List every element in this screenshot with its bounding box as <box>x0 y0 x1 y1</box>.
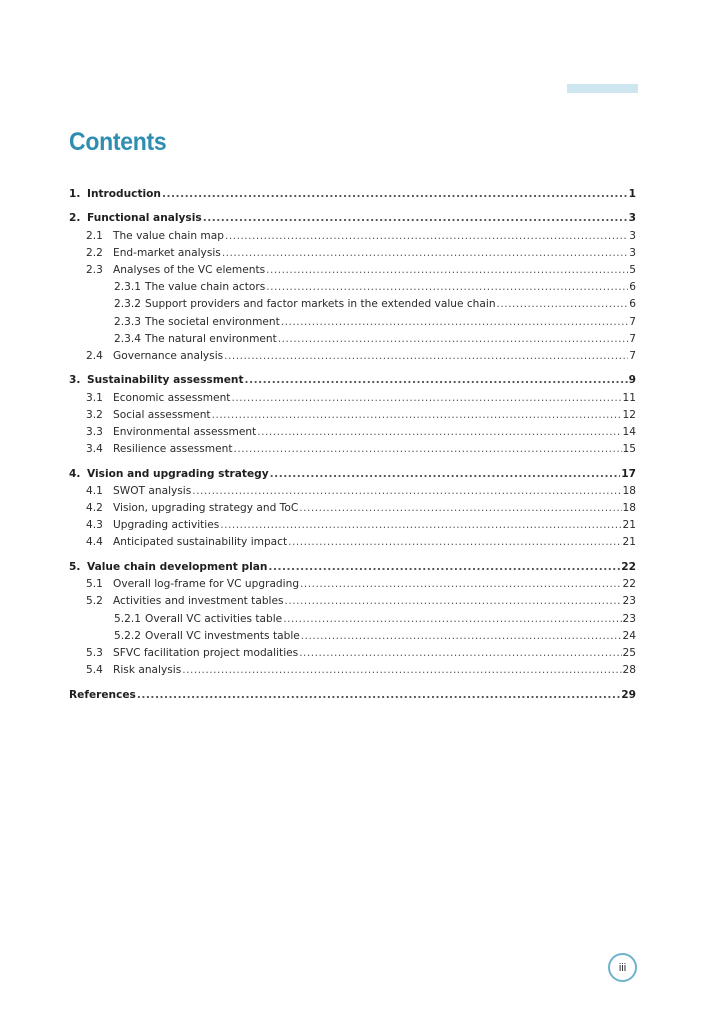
toc-entry-number: 2.3.4 <box>114 332 141 345</box>
toc-entry[interactable] <box>69 296 636 313</box>
toc-entry-number: 2.3 <box>86 264 103 277</box>
toc-entry-page: 22 <box>621 560 636 573</box>
toc-entry-page: 29 <box>621 688 636 701</box>
toc-dot-leader <box>299 500 621 517</box>
toc-entry-page: 21 <box>622 536 636 549</box>
toc-dot-leader <box>300 576 621 593</box>
toc-entry[interactable] <box>69 441 636 458</box>
toc-dot-leader <box>225 228 628 245</box>
toc-entry-number: 5.1 <box>86 578 103 591</box>
toc-entry-number: 4.2 <box>86 502 103 515</box>
toc-entry-number: 2.3.2 <box>114 298 141 311</box>
toc-dot-leader <box>234 441 622 458</box>
toc-entry-page: 17 <box>621 467 636 480</box>
toc-dot-leader <box>203 210 628 227</box>
toc-entry[interactable] <box>69 390 636 407</box>
toc-entry[interactable] <box>69 576 636 593</box>
toc-entry-page: 7 <box>629 332 636 345</box>
toc-entry-title: Overall log-frame for VC upgrading <box>113 578 300 591</box>
toc-entry-title: Anticipated sustainability impact <box>113 536 288 549</box>
toc-entry-number: 2.1 <box>86 229 103 242</box>
toc-entry-page: 3 <box>629 229 636 242</box>
toc-entry[interactable] <box>69 279 636 296</box>
toc-dot-leader <box>299 645 621 662</box>
toc-entry-number: 3.2 <box>86 408 103 421</box>
toc-entry[interactable] <box>69 500 636 517</box>
toc-entry-page: 3 <box>628 212 636 225</box>
toc-entry-title: Resilience assessment <box>113 443 233 456</box>
toc-entry-title: Risk analysis <box>113 664 182 677</box>
toc-entry-number: 5.2 <box>86 595 103 608</box>
toc-entry-number: 2. <box>69 212 81 225</box>
toc-dot-leader <box>278 331 628 348</box>
toc-entry-number: 2.3.3 <box>114 315 141 328</box>
toc-entry-title: Vision and upgrading strategy <box>87 467 269 480</box>
toc-entry-page: 7 <box>629 349 636 362</box>
toc-entry-page: 18 <box>622 484 636 497</box>
toc-entry-page: 14 <box>622 426 636 439</box>
toc-entry-page: 23 <box>622 595 636 608</box>
toc-entry-page: 6 <box>629 281 636 294</box>
toc-entry-page: 3 <box>629 246 636 259</box>
toc-dot-leader <box>182 662 621 679</box>
toc-dot-leader <box>288 534 621 551</box>
toc-entry[interactable] <box>69 466 636 483</box>
toc-entry-title: Support providers and factor markets in the extended value chain <box>145 298 496 311</box>
toc-entry-title: Overall VC activities table <box>145 612 283 625</box>
toc-entry-page: 22 <box>622 578 636 591</box>
page-number: iii <box>618 961 627 974</box>
toc-entry-title: SWOT analysis <box>113 484 192 497</box>
toc-entry-title: The societal environment <box>145 315 280 328</box>
toc-entry-title: The value chain actors <box>145 281 266 294</box>
toc-entry-number: 4. <box>69 467 81 480</box>
toc-entry-page: 21 <box>622 519 636 532</box>
toc-entry-page: 11 <box>622 391 636 404</box>
toc-entry-number: 2.2 <box>86 246 103 259</box>
toc-entry-page: 24 <box>622 629 636 642</box>
toc-dot-leader <box>162 186 628 203</box>
toc-dot-leader <box>245 372 628 389</box>
toc-entry-number: 3. <box>69 374 81 387</box>
toc-entry-number: 4.4 <box>86 536 103 549</box>
toc-entry-title: The natural environment <box>145 332 277 345</box>
toc-entry-title: Governance analysis <box>113 349 224 362</box>
toc-entry-page: 1 <box>628 188 636 200</box>
toc-entry[interactable] <box>69 593 636 610</box>
toc-entry-title: Introduction <box>87 188 161 200</box>
toc-entry-page: 28 <box>622 664 636 677</box>
toc-entry-title: References <box>69 688 136 701</box>
toc-entry[interactable] <box>69 228 636 245</box>
toc-entry-number: 4.3 <box>86 519 103 532</box>
toc-entry-number: 5.2.1 <box>114 612 141 625</box>
toc-entry[interactable] <box>69 687 636 704</box>
toc-dot-leader <box>285 593 622 610</box>
toc-dot-leader <box>220 517 621 534</box>
toc-dot-leader <box>212 407 622 424</box>
toc-entry-number: 1. <box>69 188 81 200</box>
toc-entry[interactable] <box>69 245 636 262</box>
toc-entry[interactable] <box>69 314 636 331</box>
toc-dot-leader <box>257 424 621 441</box>
toc-dot-leader <box>301 628 622 645</box>
toc-entry-title: Environmental assessment <box>113 426 257 439</box>
toc-entry-title: SFVC facilitation project modalities <box>113 646 299 659</box>
toc-entry-page: 6 <box>629 298 636 311</box>
toc-entry-number: 5. <box>69 560 81 573</box>
toc-entry-page: 7 <box>629 315 636 328</box>
toc-entry-title: End-market analysis <box>113 246 221 259</box>
toc-entry[interactable] <box>69 424 636 441</box>
toc-entry[interactable] <box>69 348 636 365</box>
toc-entry-number: 4.1 <box>86 484 103 497</box>
toc-dot-leader <box>266 262 628 279</box>
toc-entry[interactable] <box>69 407 636 424</box>
toc-dot-leader <box>137 687 620 704</box>
toc-dot-leader <box>192 483 621 500</box>
toc-entry-title: Activities and investment tables <box>113 595 284 608</box>
toc-entry-number: 2.4 <box>86 349 103 362</box>
toc-entry-page: 12 <box>622 408 636 421</box>
toc-entry[interactable] <box>69 331 636 348</box>
toc-dot-leader <box>224 348 628 365</box>
toc-entry-page: 23 <box>622 612 636 625</box>
toc-entry-title: The value chain map <box>113 229 224 242</box>
toc-entry-number: 3.4 <box>86 443 103 456</box>
toc-dot-leader <box>266 279 628 296</box>
toc-dot-leader <box>268 559 620 576</box>
toc-dot-leader <box>231 390 621 407</box>
toc-entry-title: Overall VC investments table <box>145 629 300 642</box>
toc-entry-title: Economic assessment <box>113 391 231 404</box>
toc-entry-title: Sustainability assessment <box>87 374 244 387</box>
toc-entry[interactable] <box>69 483 636 500</box>
toc-entry[interactable] <box>69 210 636 227</box>
toc-entry-number: 3.1 <box>86 391 103 404</box>
header-accent-bar <box>567 84 638 93</box>
toc-dot-leader <box>281 314 628 331</box>
toc-entry-number: 5.2.2 <box>114 629 141 642</box>
toc-entry[interactable] <box>69 611 636 628</box>
toc-dot-leader <box>222 245 628 262</box>
toc-entry-page: 5 <box>629 264 636 277</box>
toc-entry-page: 18 <box>622 502 636 515</box>
page-title: Contents <box>69 128 167 156</box>
toc-entry[interactable] <box>69 534 636 551</box>
toc-entry-page: 9 <box>628 374 636 387</box>
toc-entry[interactable] <box>69 645 636 662</box>
toc-entry-page: 15 <box>622 443 636 456</box>
toc-entry-number: 3.3 <box>86 426 103 439</box>
toc-entry-page: 25 <box>622 646 636 659</box>
toc-entry[interactable] <box>69 372 636 389</box>
toc-dot-leader <box>283 611 621 628</box>
toc-entry[interactable] <box>69 517 636 534</box>
toc-entry-title: Analyses of the VC elements <box>113 264 266 277</box>
toc-entry-title: Functional analysis <box>87 212 202 225</box>
toc-entry-title: Social assessment <box>113 408 211 421</box>
toc-entry[interactable] <box>69 559 636 576</box>
toc-entry[interactable] <box>69 662 636 679</box>
toc-entry-title: Upgrading activities <box>113 519 220 532</box>
toc-entry[interactable] <box>69 186 636 203</box>
toc-entry-number: 5.3 <box>86 646 103 659</box>
toc-entry-title: Value chain development plan <box>87 560 268 573</box>
page-number-badge <box>608 953 637 982</box>
toc-dot-leader <box>497 296 629 313</box>
toc-entry-title: Vision, upgrading strategy and ToC <box>113 502 299 515</box>
toc-dot-leader <box>270 466 621 483</box>
toc-entry[interactable] <box>69 262 636 279</box>
table-of-contents <box>69 186 636 704</box>
toc-entry[interactable] <box>69 628 636 645</box>
toc-entry-number: 5.4 <box>86 664 103 677</box>
toc-entry-number: 2.3.1 <box>114 281 141 294</box>
